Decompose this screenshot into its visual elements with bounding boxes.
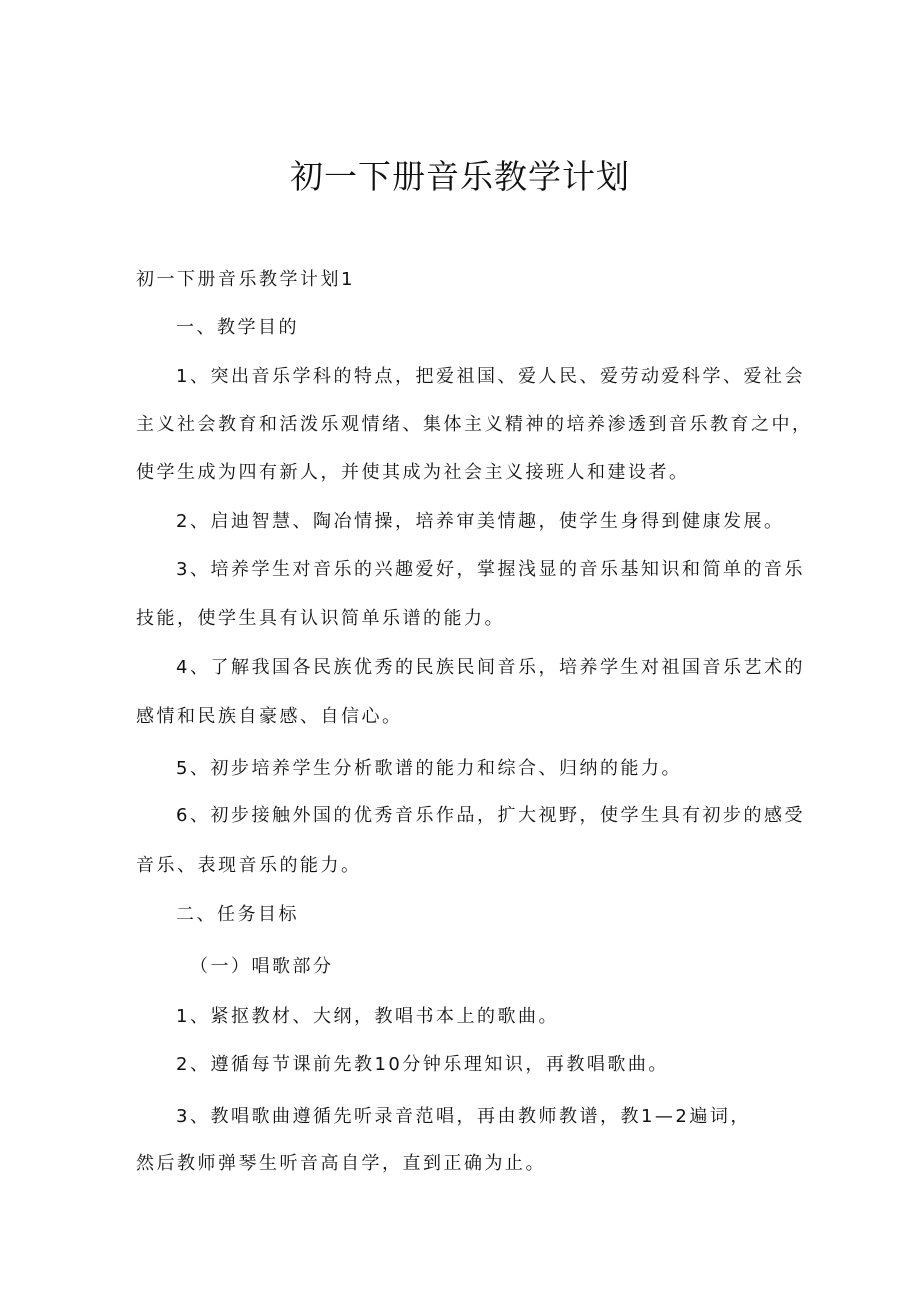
goal-4-line-2: 感情和民族自豪感、自信心。	[136, 706, 403, 727]
task-1: 1、紧抠教材、大纲，教唱书本上的歌曲。	[176, 1006, 559, 1027]
section-heading-tasks: 二、任务目标	[176, 904, 299, 925]
goal-1-line-3: 使学生成为四有新人，并使其成为社会主义接班人和建设者。	[136, 462, 690, 483]
task-2: 2、遵循每节课前先教10分钟乐理知识，再教唱歌曲。	[176, 1054, 669, 1075]
goal-2: 2、启迪智慧、陶冶情操，培养审美情趣，使学生身得到健康发展。	[176, 511, 785, 532]
section-heading-goals: 一、教学目的	[176, 317, 299, 338]
goal-1-line-1: 1、突出音乐学科的特点，把爱祖国、爱人民、爱劳动爱科学、爱社会	[176, 366, 805, 387]
goal-5: 5、初步培养学生分析歌谱的能力和综合、归纳的能力。	[176, 758, 682, 779]
goal-3-line-1: 3、培养学生对音乐的兴趣爱好，掌握浅显的音乐基知识和简单的音乐	[176, 559, 805, 580]
page-title: 初一下册音乐教学计划	[290, 157, 630, 196]
goal-6-line-2: 音乐、表现音乐的能力。	[136, 855, 362, 876]
subsection-heading-singing: （一）唱歌部分	[190, 956, 334, 977]
task-3-line-2: 然后教师弹琴生听音高自学，直到正确为止。	[136, 1153, 546, 1174]
task-3-line-1: 3、教唱歌曲遵循先听录音范唱，再由教师教谱，教1—2遍词，	[176, 1106, 751, 1127]
goal-1-line-2: 主义社会教育和活泼乐观情绪、集体主义精神的培养渗透到音乐教育之中，	[136, 414, 813, 435]
document-subtitle: 初一下册音乐教学计划1	[136, 269, 355, 290]
goal-4-line-1: 4、了解我国各民族优秀的民族民间音乐，培养学生对祖国音乐艺术的	[176, 657, 805, 678]
goal-3-line-2: 技能，使学生具有认识简单乐谱的能力。	[136, 608, 505, 629]
goal-6-line-1: 6、初步接触外国的优秀音乐作品，扩大视野，使学生具有初步的感受	[176, 805, 805, 826]
